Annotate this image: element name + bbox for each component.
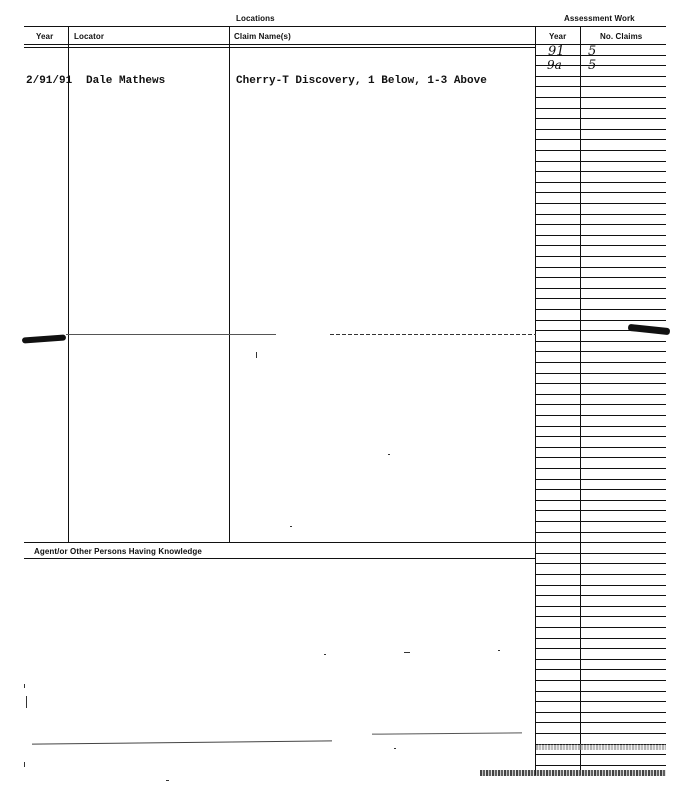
bottom-scan-noise-2 [536, 744, 666, 750]
assessment-ruled-line [536, 362, 666, 363]
assessment-ruled-line [536, 139, 666, 140]
assessment-ruled-line [536, 192, 666, 193]
assessment-ruled-line [536, 585, 666, 586]
claim-names-column-header: Claim Name(s) [234, 32, 291, 41]
assessment-year-column-header: Year [549, 32, 567, 41]
bottom-scan-noise [480, 770, 666, 776]
column-header-rule-2 [24, 47, 536, 48]
assessment-ruled-line [536, 129, 666, 130]
assessment-ruled-line [536, 150, 666, 151]
assessment-ruled-line [536, 86, 666, 87]
scan-speck [498, 650, 500, 651]
assessment-ruled-line [536, 182, 666, 183]
assessment-ruled-line [536, 680, 666, 681]
assessment-ruled-line [536, 436, 666, 437]
assessment-ruled-line [536, 638, 666, 639]
scan-speck [26, 696, 27, 708]
mid-page-rule-dashed [330, 334, 536, 335]
assessment-row-2-claims: 5 [588, 58, 597, 73]
scan-speck [404, 652, 410, 653]
assessment-ruled-line [536, 245, 666, 246]
no-claims-column-header: No. Claims [600, 32, 643, 41]
assessment-ruled-line [536, 298, 666, 299]
assessment-ruled-line [536, 659, 666, 660]
assessment-work-heading: Assessment Work [564, 14, 635, 23]
right-edge-mark [628, 324, 671, 335]
assessment-ruled-line [536, 341, 666, 342]
assessment-row-1-year: 91 [548, 44, 565, 59]
assessment-ruled-line [536, 669, 666, 670]
scan-speck [388, 454, 390, 455]
assessment-ruled-line [536, 648, 666, 649]
assessment-ruled-line [536, 616, 666, 617]
scan-speck [24, 762, 25, 767]
agent-section-rule [24, 558, 536, 559]
assessment-ruled-line [536, 553, 666, 554]
assessment-ruled-line [536, 510, 666, 511]
mid-page-rule [66, 334, 276, 335]
assessment-ruled-line [536, 426, 666, 427]
table-bottom-rule [24, 542, 536, 543]
assessment-ruled-line [536, 468, 666, 469]
assessment-ruled-line [536, 267, 666, 268]
assessment-ruled-line [536, 203, 666, 204]
column-header-rule [24, 44, 536, 45]
assessment-ruled-line [536, 447, 666, 448]
assessment-ruled-line [536, 563, 666, 564]
assessment-ruled-line [536, 627, 666, 628]
assessment-ruled-line [536, 574, 666, 575]
bottom-faint-rule-2 [372, 732, 522, 734]
assessment-ruled-line [536, 97, 666, 98]
locator-column-header: Locator [74, 32, 105, 41]
assessment-ruled-line [536, 532, 666, 533]
assessment-ruled-line [536, 214, 666, 215]
assessment-ruled-line [536, 691, 666, 692]
assessment-ruled-line [536, 383, 666, 384]
assessment-ruled-line [536, 595, 666, 596]
assessment-ruled-line [536, 500, 666, 501]
bottom-faint-rule [32, 740, 332, 744]
entry-locator: Dale Mathews [86, 75, 166, 87]
assessment-ruled-line [536, 404, 666, 405]
assessment-ruled-line [536, 712, 666, 713]
assessment-ruled-line [536, 754, 666, 755]
year-column-header: Year [36, 32, 54, 41]
left-edge-mark [22, 334, 66, 343]
assessment-ruled-line [536, 394, 666, 395]
assessment-ruled-line [536, 479, 666, 480]
assessment-ruled-line [536, 76, 666, 77]
assessment-row-1-claims: 5 [588, 44, 597, 59]
scan-speck [256, 352, 257, 358]
assessment-ruled-line [536, 542, 666, 543]
assessment-ruled-line [536, 171, 666, 172]
assessment-ruled-line [536, 118, 666, 119]
assessment-ruled-line [536, 733, 666, 734]
scan-speck [24, 684, 25, 688]
assessment-ruled-line [536, 722, 666, 723]
header-top-rule [24, 26, 666, 27]
locations-heading: Locations [236, 14, 275, 23]
assessment-ruled-line [536, 235, 666, 236]
assessment-ruled-line [536, 224, 666, 225]
assessment-ruled-line [536, 256, 666, 257]
assessment-ruled-line [536, 701, 666, 702]
assessment-ruled-line [536, 457, 666, 458]
assessment-ruled-line [536, 373, 666, 374]
scan-speck [324, 654, 326, 655]
assessment-ruled-line [536, 288, 666, 289]
assessment-row-2-year: 9a [547, 58, 562, 72]
entry-year: 2/91/91 [26, 75, 73, 87]
assessment-ruled-line [536, 415, 666, 416]
scan-speck [290, 526, 292, 527]
assessment-ruled-line [536, 351, 666, 352]
entry-claim-names: Cherry-T Discovery, 1 Below, 1-3 Above [236, 75, 487, 87]
assessment-ruled-line [536, 606, 666, 607]
scan-speck [394, 748, 396, 749]
assessment-ruled-line [536, 161, 666, 162]
agent-section-label: Agent/or Other Persons Having Knowledge [34, 547, 202, 556]
assessment-ruled-line [536, 320, 666, 321]
assessment-ruled-line [536, 489, 666, 490]
assessment-ruled-line [536, 277, 666, 278]
assessment-ruled-line [536, 521, 666, 522]
assessment-ruled-line [536, 309, 666, 310]
assessment-ruled-line [536, 108, 666, 109]
year-locator-divider [68, 27, 69, 542]
locator-claims-divider [229, 27, 230, 542]
assessment-ruled-line [536, 765, 666, 766]
scan-speck [166, 780, 169, 781]
